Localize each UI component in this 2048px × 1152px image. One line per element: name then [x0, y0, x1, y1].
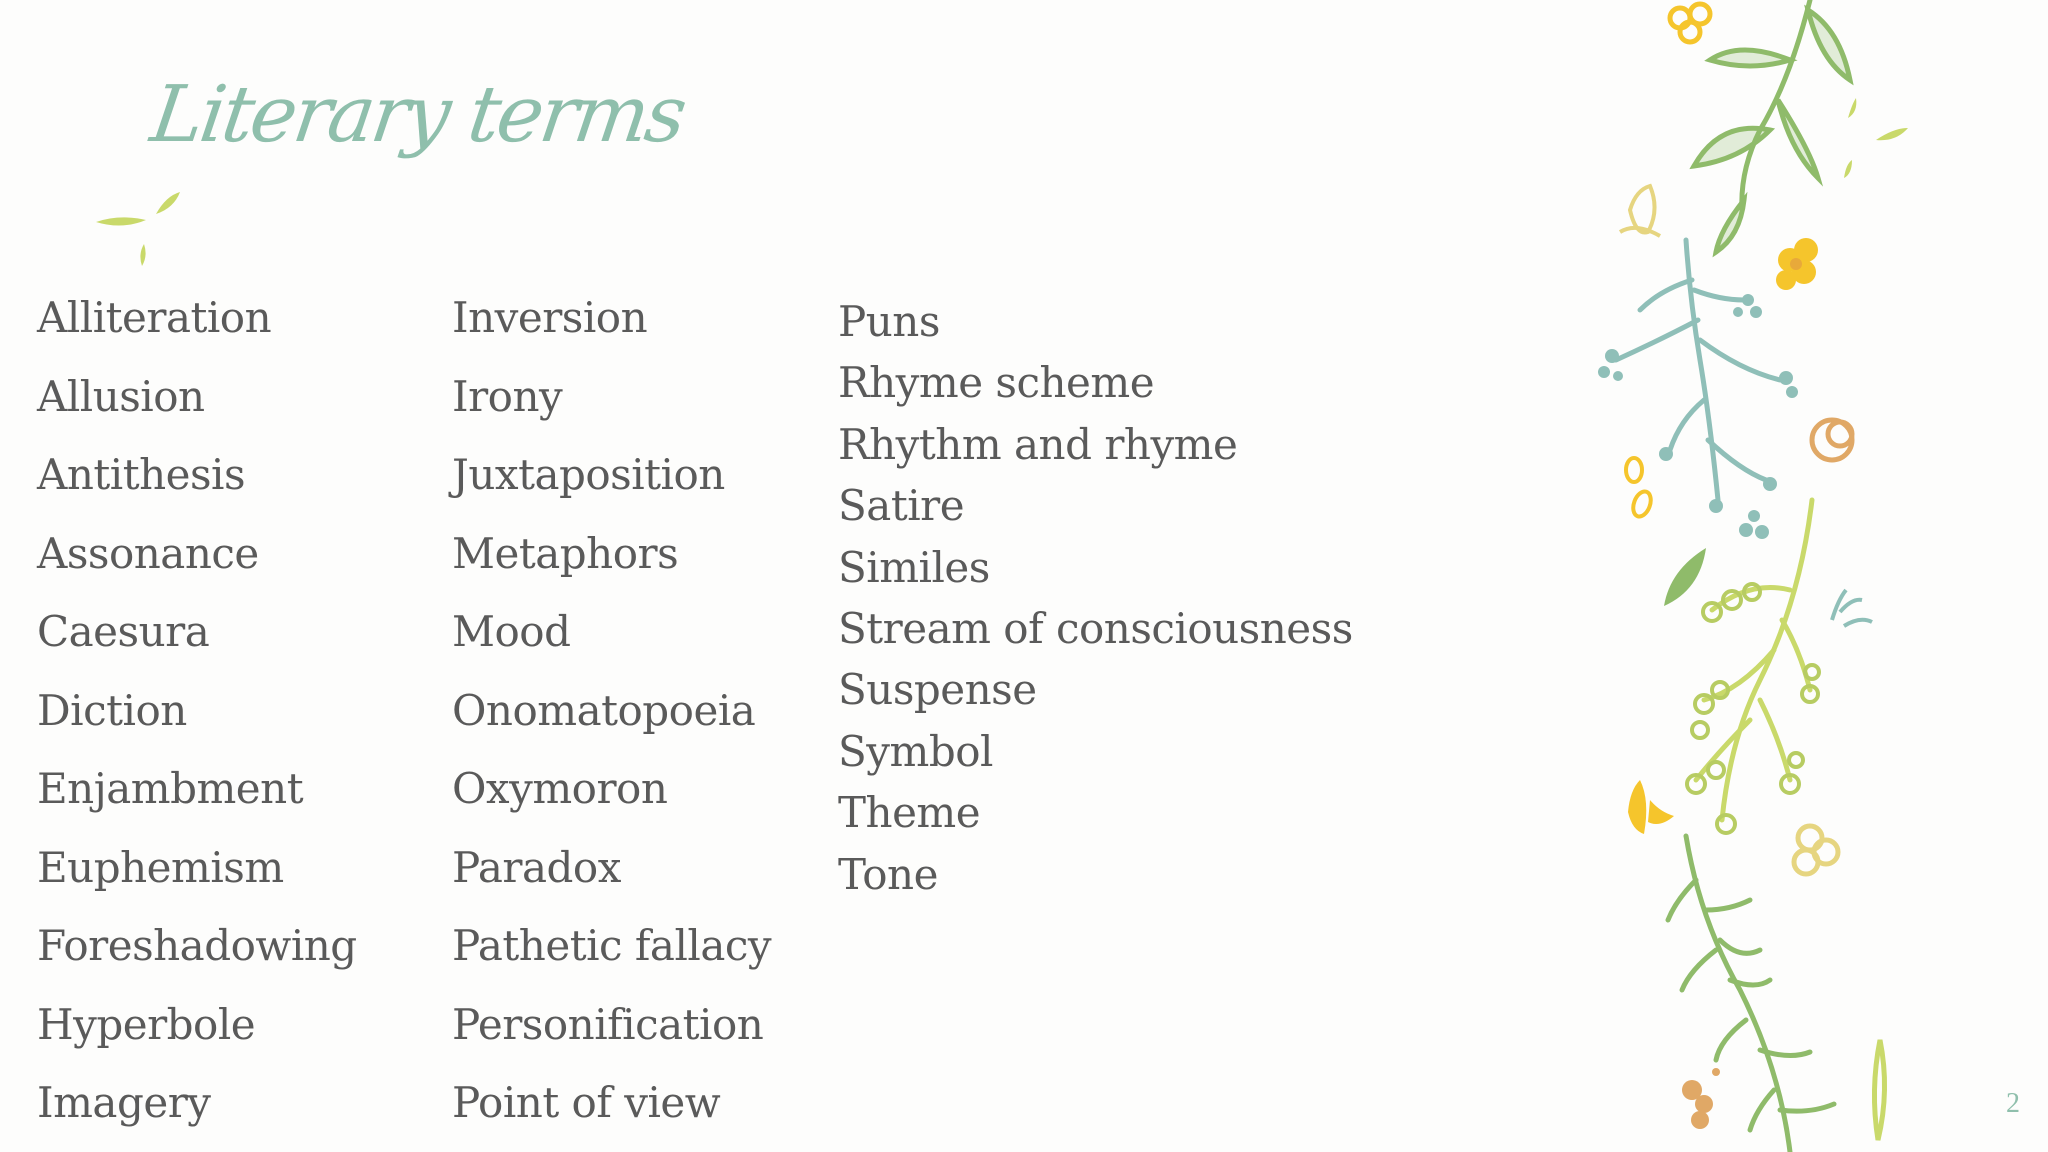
- list-item: Suspense: [838, 665, 1037, 715]
- list-item: Onomatopoeia: [452, 685, 756, 735]
- list-item: Personification: [452, 999, 764, 1049]
- teal-sprout-icon: [1832, 590, 1872, 626]
- terms-column-3: [838, 294, 1353, 908]
- list-item: Irony: [452, 371, 563, 421]
- bottom-fern-icon: [1668, 836, 1834, 1152]
- list-item: Foreshadowing: [37, 921, 357, 970]
- pale-yellow-flower-icon: [1794, 826, 1838, 874]
- yellow-flower-icon: [1776, 238, 1818, 290]
- list-item: Stream of consciousness: [838, 603, 1353, 653]
- list-item: Mood: [452, 607, 571, 656]
- list-item: Puns: [838, 297, 940, 346]
- page-number: 2: [2006, 1088, 2020, 1119]
- list-item: Symbol: [838, 726, 993, 776]
- list-item: Juxtaposition: [452, 450, 725, 499]
- orange-seeds-icon: [1626, 458, 1654, 519]
- list-item: Tone: [838, 849, 938, 899]
- list-item: Paradox: [452, 842, 621, 892]
- list-item: Satire: [838, 481, 965, 531]
- list-item: Pathetic fallacy: [452, 921, 772, 970]
- list-item: Hyperbole: [37, 999, 256, 1049]
- top-right-leaves-icon: [1844, 98, 1908, 178]
- terms-column-1: [37, 288, 357, 1152]
- list-item: Allusion: [37, 371, 205, 421]
- teal-branch-icon: [1616, 240, 1780, 500]
- list-item: Enjambment: [37, 764, 304, 813]
- pale-flower-icon: [1620, 186, 1660, 236]
- list-item: Theme: [838, 788, 981, 838]
- list-item: Assonance: [37, 528, 259, 578]
- orange-swirl-icon: [1812, 420, 1852, 460]
- list-item: Antithesis: [37, 450, 246, 499]
- green-leaf-icon: [1664, 548, 1706, 606]
- page-title: Literary terms: [145, 70, 690, 160]
- lime-vine-icon: [1696, 500, 1812, 820]
- list-item: Rhythm and rhyme: [838, 419, 1238, 469]
- list-item: Oxymoron: [452, 764, 668, 813]
- list-item: Similes: [838, 542, 990, 592]
- yellow-bloom-icon: [1628, 780, 1674, 834]
- list-item: Point of view: [452, 1078, 721, 1127]
- orange-berries-icon: [1682, 1068, 1720, 1129]
- bottom-grass-icon: [1874, 1040, 1884, 1140]
- list-item: Alliteration: [37, 293, 272, 342]
- teal-berries-icon: [1598, 294, 1798, 539]
- list-item: Inversion: [452, 293, 648, 342]
- top-flower-icon: [1670, 4, 1710, 42]
- list-item: Metaphors: [452, 528, 679, 578]
- list-item: Euphemism: [37, 842, 284, 892]
- lime-buds-icon: [1687, 584, 1819, 833]
- list-item: Imagery: [37, 1078, 211, 1127]
- terms-column-2: [452, 288, 771, 1152]
- list-item: Caesura: [37, 607, 210, 656]
- top-vine-icon: [1694, 0, 1850, 252]
- list-item: Rhyme scheme: [838, 358, 1155, 408]
- list-item: Diction: [37, 685, 187, 735]
- title-sprig-icon: [96, 192, 180, 266]
